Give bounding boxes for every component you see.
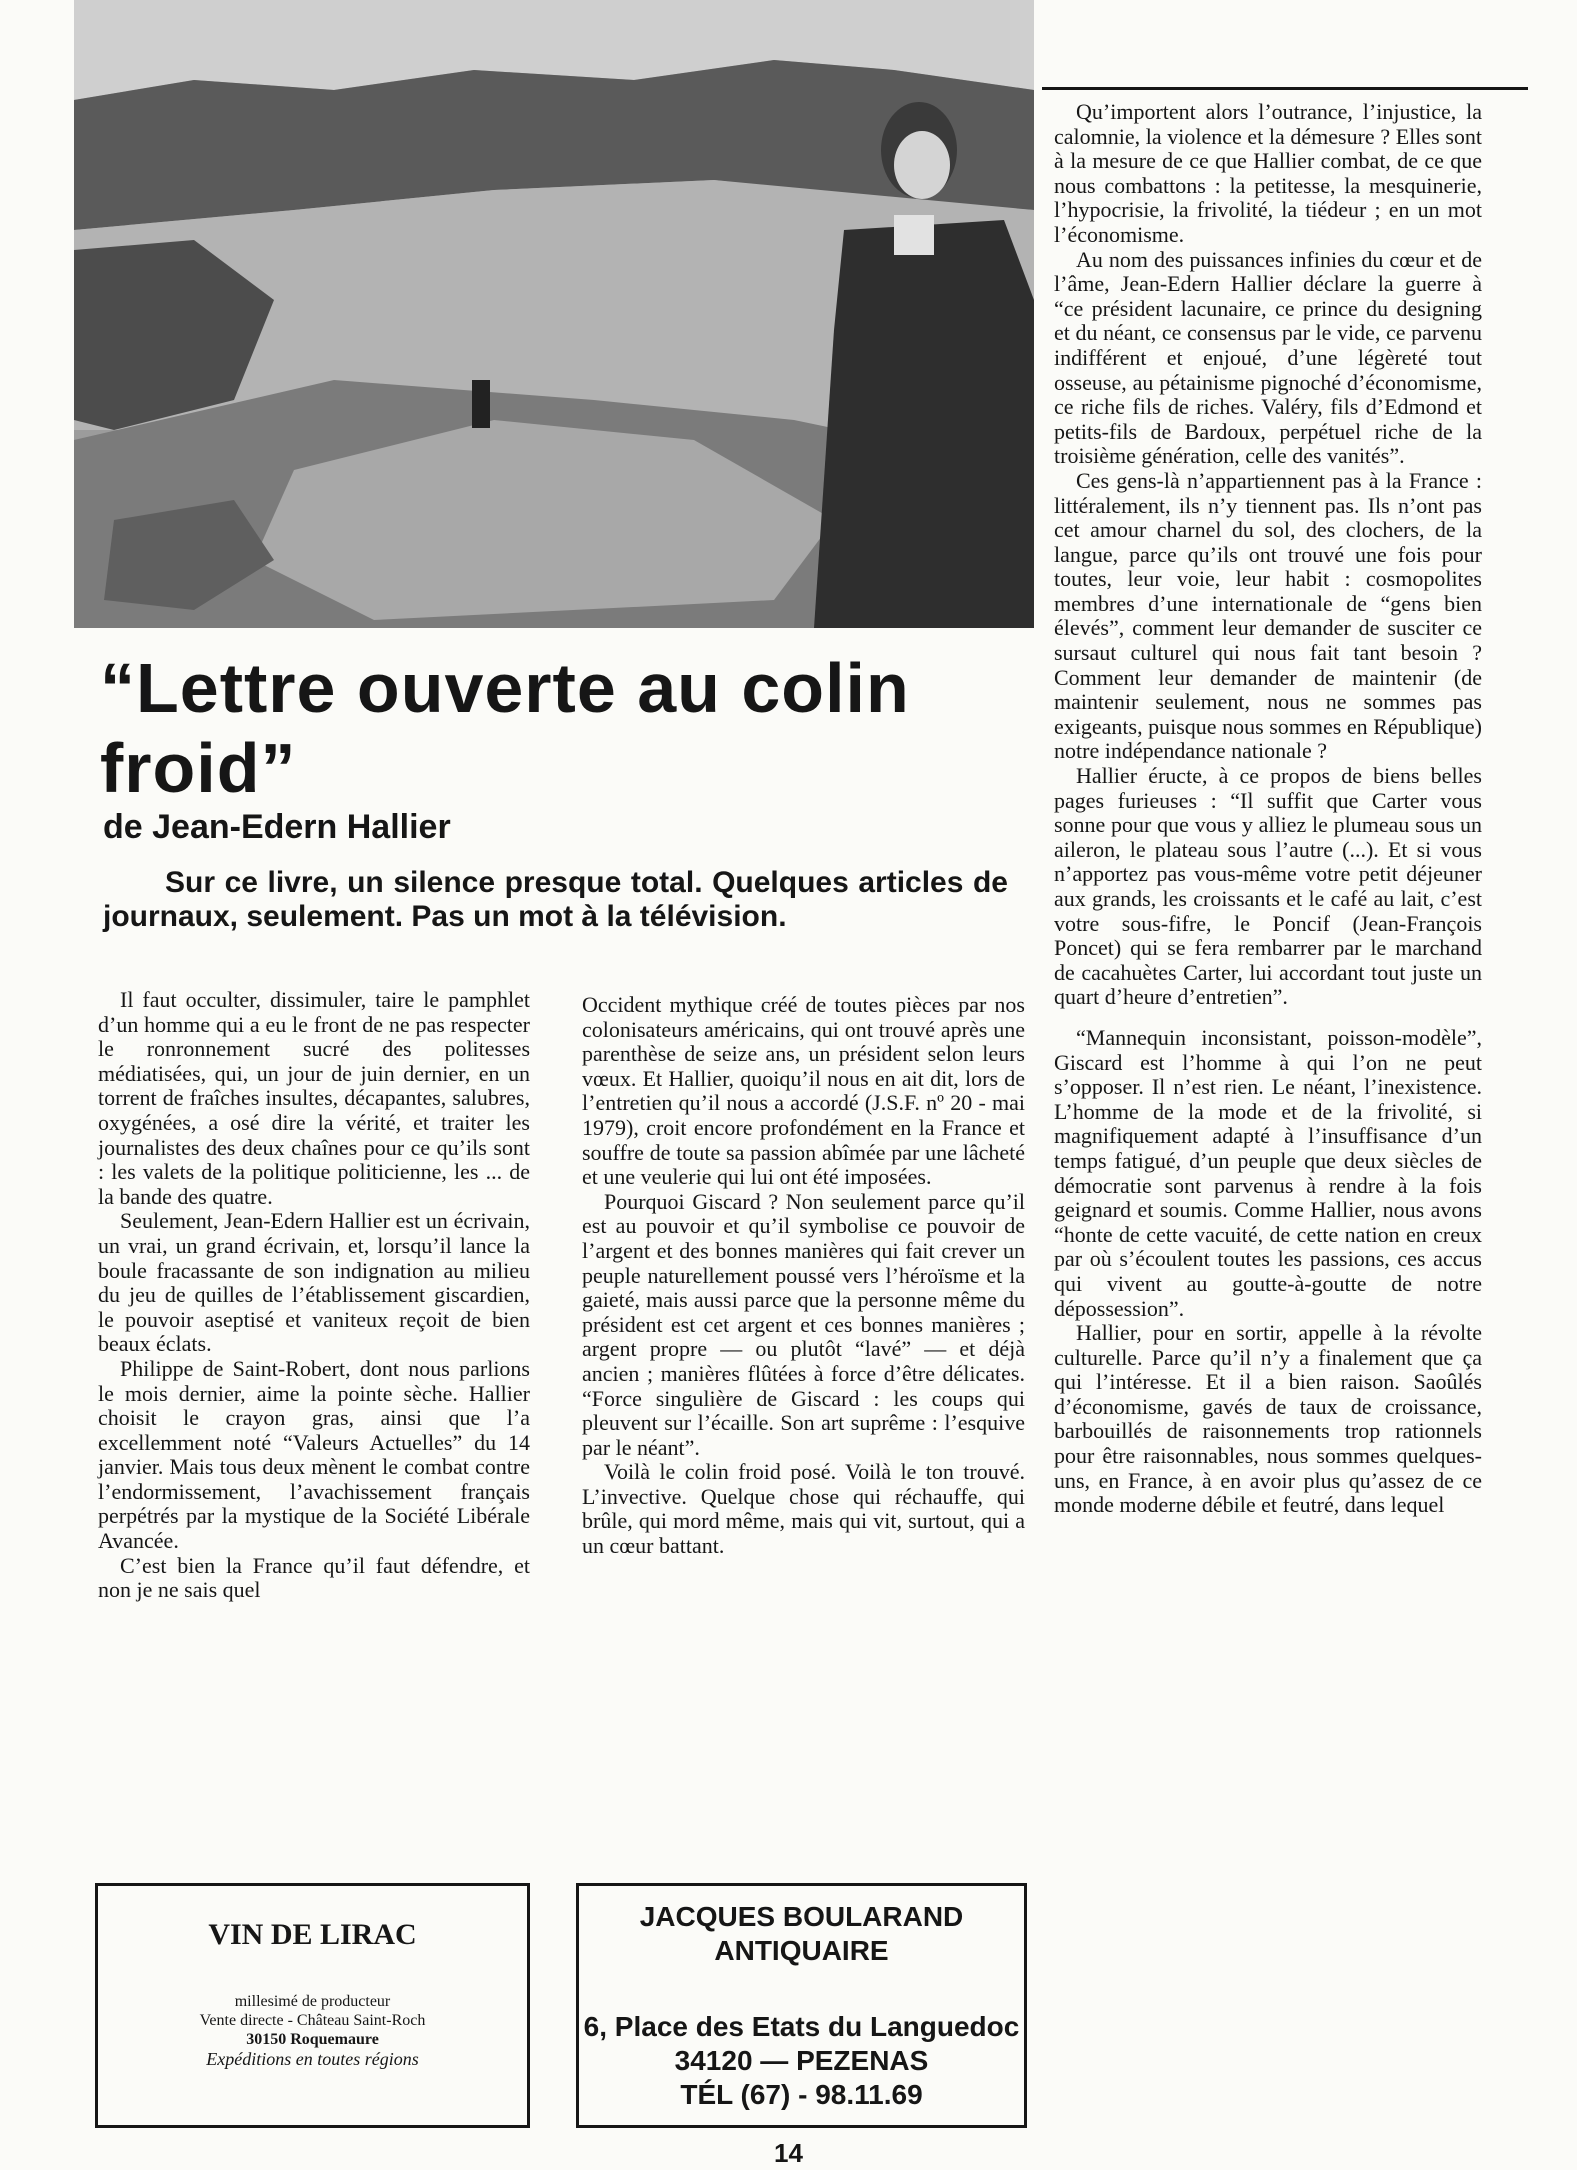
paragraph: Pourquoi Giscard ? Non seulement parce qu’il est au pouvoir et qu’il symbolise ce pouvoir de l’argent et des bonnes manières qui fait crever un peuple naturellement poussé vers l’héroïsme et la gaieté, mais aussi parce que la personne même du président est cet argent et ces bonnes manières ; argent propre — ou plutôt “lavé” — et déjà ancien ; manières flûtées à force d’être délicates. “Force singulière de Giscard : les coups qui pleuvent sur l’écaille. Son art suprême : l’esquive par le néant”.: [582, 1188, 1025, 1460]
column-3: [1054, 100, 1482, 1518]
ad-address: 6, Place des Etats du Languedoc: [583, 2011, 1020, 2042]
ad-phone: TÉL (67) - 98.11.69: [680, 2079, 923, 2110]
paragraph: Hallier éructe, à ce propos de biens belles pages furieuses : “Il suffit que Carter vous sonne pour que vous y alliez le plumeau sous un aileron, le plateau sous l’autre (...). Et si vous n’apportez pas vous-même votre petit déjeuner aux grands, les croissants et le café au lait, c’est votre sous-fifre, le Poncif (Jean-François Poncet) qui se fera rembarrer par le marchand de cacahuètes Carter, lui accordant tout juste un quart d’heure d’entretien”.: [1054, 763, 1482, 1010]
ad-boularand: [576, 1883, 1027, 2128]
paragraph: C’est bien la France qu’il faut défendre, et non je ne sais quel: [98, 1552, 530, 1603]
byline: de Jean-Edern Hallier: [103, 808, 451, 846]
ad-line: millesimé de producteur: [234, 1993, 391, 2010]
ad-title: JACQUES BOULARAND: [639, 1901, 964, 1932]
paragraph: Occident mythique créé de toutes pièces par nos colonisateurs américains, qui ont trouvé après une parenthèse de seize ans, un président selon leurs vœux. Et Hallier, quoiqu’il nous en ait dit, lors de l’entretien qu’il nous a accordé (J.S.F. nº 20 - mai 1979), croit encore profondément en la France et souffre de toute sa passion abîmée par une lâcheté et une veulerie qui lui ont été imposées.: [582, 992, 1025, 1190]
ad-title: VIN DE LIRAC: [208, 1918, 417, 1951]
paragraph: Il faut occulter, dissimuler, taire le pamphlet d’un homme qui a eu le front de ne pas respecter le ronronnement sucré des politesses médiatisées, qui, un jour de juin dernier, en un torrent de fraîches insultes, décapantes, salubres, oxygénées, a osé dire la vérité, et traiter les journalistes des deux chaînes pour ce qu’ils sont : les valets de la politique politicienne, les ... de la bande des quatre.: [98, 987, 530, 1209]
ad-city: 34120 — PEZENAS: [674, 2045, 929, 2076]
column-2: [582, 993, 1025, 1559]
paragraph: Philippe de Saint-Robert, dont nous parlions le mois dernier, aime la pointe sèche. Hallier choisit le crayon gras, ainsi que l’a excellemment noté “Valeurs Actuelles” du 14 janvier. Mais tous deux mènent le combat contre l’endormissement, l’avachissement français perpétrés par la mystique de la Société Libérale Avancée.: [98, 1355, 530, 1554]
column-1: [98, 988, 530, 1603]
top-rule: [1042, 87, 1528, 90]
ad-line: 30150 Roquemaure: [246, 2031, 379, 2048]
paragraph: Ces gens-là n’appartiennent pas à la France : littéralement, ils n’y tiennent pas. Ils n’ont pas cet amour charnel du sol, des clochers, de la langue, parce qu’ils ont trouvé une fois pour toutes, leur voie, leur habit : cosmopolites membres d’une internationale de “gens bien élevés”, comment leur demander de susciter ce sursaut culturel qui nous fait tant besoin ? Comment leur demander de maintenir (de maintenir seulement, nous ne sommes pas exigeants, puisque nous sommes en République) notre indépendance nationale ?: [1054, 467, 1482, 764]
headline: “Lettre ouverte au colin froid”: [100, 649, 910, 807]
lede: Sur ce livre, un silence presque total. Quelques articles de journaux, seulement. Pas un mot à la télévision.: [103, 866, 1008, 933]
ad-vin-de-lirac: [95, 1883, 530, 2128]
paragraph: Au nom des puissances infinies du cœur et de l’âme, Jean-Edern Hallier déclare la guerre à “ce président lacunaire, ce prince du designing et du néant, ce consensus par le vide, ce parvenu indifférent et enjoué, d’une légèreté tout osseuse, au pétainisme pignoché d’économisme, ce riche fils de riches. Valéry, fils d’Edmond et petits-fils de Bardoux, perpétuel riche de la troisième génération, celle des vanités”.: [1054, 246, 1482, 469]
paragraph: Qu’importent alors l’outrance, l’injustice, la calomnie, la violence et la démesure ? Elles sont à la mesure de ce que Hallier combat, de ce que nous combattons : la petitesse, la mesquinerie, l’hypocrisie, la frivolité, la tiédeur ; en un mot l’économisme.: [1054, 99, 1482, 247]
paragraph: Seulement, Jean-Edern Hallier est un écrivain, un vrai, un grand écrivain, et, lorsqu’il lance la boule fracassante de son indignation au milieu du jeu de quilles de l’établissement giscardien, le pouvoir aseptisé et vaniteux reçoit de bien beaux éclats.: [98, 1208, 530, 1357]
ad-line: Vente directe - Château Saint-Roch: [199, 2012, 426, 2029]
article-photo: [74, 0, 1034, 628]
paragraph: Hallier, pour en sortir, appelle à la révolte culturelle. Parce qu’il n’y a finalement que ça qui l’intéresse. Et il a bien raison. Saoûlés d’économisme, gavés de taux de croissance, barbouillés de raisonnements trop rationnels pour être raisonnables, nous sommes quelques-uns, en France, à en avoir plus qu’assez de ce monde moderne débile et feutré, dans lequel: [1054, 1320, 1482, 1518]
paragraph: “Mannequin inconsistant, poisson-modèle”, Giscard est l’homme à qui l’on ne peut s’opposer. Il n’est rien. Le néant, l’inexistence. L’homme de la mode et de la frivolité, si magnifiquement adapté à l’insuffisance d’un temps fatigué, d’un peuple que deux siècles de démocratie sont parvenus à rendre à la fois geignard et soumis. Comme Hallier, nous avons “honte de cette vacuité, de cette nation en creux par où s’écoulent toutes les passions, ces accus qui vivent au goutte-à-goutte de notre dépossession”.: [1054, 1024, 1482, 1321]
ad-subtitle: ANTIQUAIRE: [714, 1935, 889, 1966]
paragraph: Voilà le colin froid posé. Voilà le ton trouvé. L’invective. Quelque chose qui réchauffe, qui brûle, qui mord même, mais qui vit, surtout, qui a un cœur battant.: [582, 1459, 1025, 1559]
ad-line: Expéditions en toutes régions: [206, 2049, 419, 2069]
page-number: 14: [774, 2138, 803, 2168]
